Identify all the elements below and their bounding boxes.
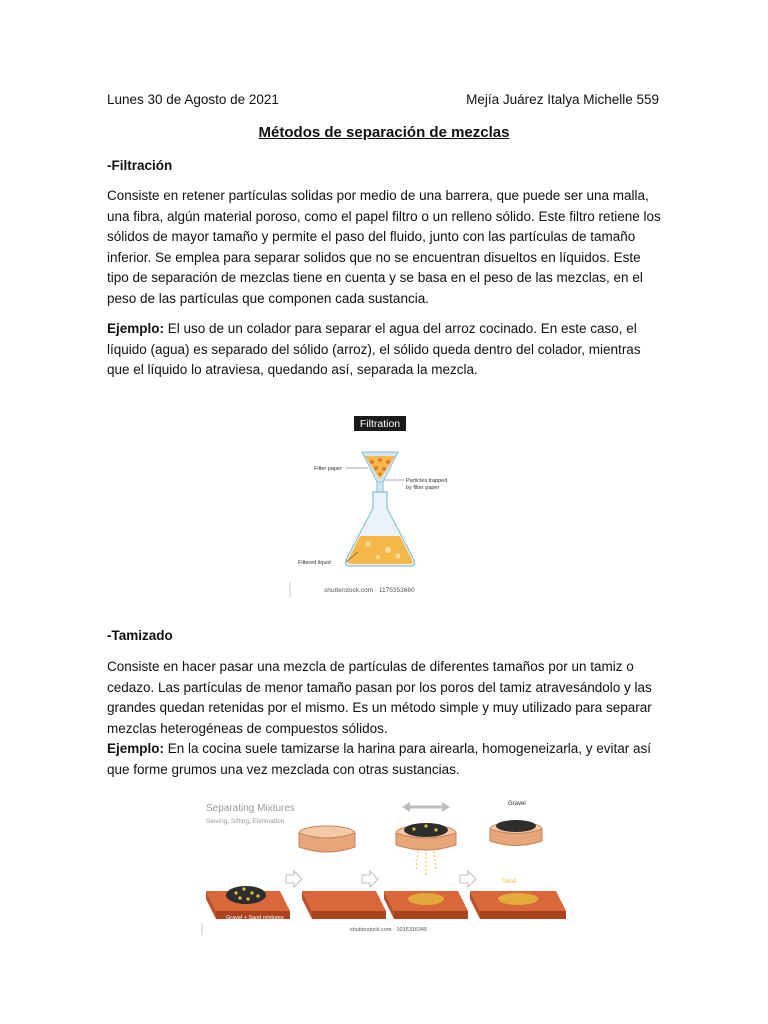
sand-pile-falling bbox=[408, 893, 444, 905]
sieving-credit: shutterstock.com · 1015316345 bbox=[350, 927, 428, 933]
sieving-subtitle: Sieving, Sifting, Elimination bbox=[206, 818, 285, 825]
filtracion-example-text: El uso de un colador para separar el agua del arroz cocinado. En este caso, el líquido (agua) es separado del sólido (arroz), el sólido queda dentro del colador, mientras que el líquido lo atraviesa, quedando así, separada la mezcla. bbox=[107, 321, 641, 378]
header-author: Mejía Juárez Italya Michelle 559 bbox=[466, 92, 659, 107]
label-filter-paper: Filter paper bbox=[314, 466, 342, 472]
label-particles-1: Particles trapped bbox=[406, 478, 448, 484]
empty-sieve bbox=[299, 826, 355, 852]
tamizado-example-label: Ejemplo: bbox=[107, 741, 165, 756]
label-particles-2: by filter paper bbox=[406, 485, 440, 491]
filtracion-body: Consiste en retener partículas solidas por medio de una barrera, que puede ser una malla, una fibra, algún material poroso, como el papel filtro o un relleno sólido. Este filtro retiene los sólidos de mayor tamaño y permite el paso del fluido, junto con las partículas de tamaño inferior. Se emplea para separar solidos que no se encuentran disueltos en líquidos. Este tipo de separación de mezclas tiene en cuenta y se basa en el peso de las mezclas, en el peso de las partículas que componen cada sustancia. bbox=[107, 188, 661, 306]
tamizado-example-text: En la cocina suele tamizarse la harina para airearla, homogeneizarla, y evitar así que forme grumos una vez mezclada con otras sustancias. bbox=[107, 741, 652, 777]
sieving-figure bbox=[198, 795, 570, 937]
header bbox=[107, 92, 659, 112]
filtration-title: Filtration bbox=[359, 418, 401, 430]
filtration-figure bbox=[288, 412, 478, 600]
gravel-sand-mixture bbox=[226, 886, 266, 904]
section-heading-tamizado: -Tamizado bbox=[107, 628, 173, 643]
sieving-title: Separating Mixtures bbox=[206, 803, 295, 814]
label-sand: Sand bbox=[502, 879, 517, 885]
filtracion-example-label: Ejemplo: bbox=[107, 321, 165, 336]
sand-pile bbox=[498, 893, 538, 905]
page-title: Métodos de separación de mezclas bbox=[258, 124, 510, 141]
label-filtered-liquid: Filtered liquid bbox=[298, 560, 331, 566]
board-2 bbox=[302, 891, 386, 919]
section-heading-filtracion: -Filtración bbox=[107, 158, 173, 173]
filtracion-example bbox=[107, 319, 663, 381]
tamizado-body: Consiste en hacer pasar una mezcla de partículas de diferentes tamaños por un tamiz o cedazo. Las partículas de menor tamaño pasan por los poros del tamiz atravesándolo y las grandes quedan retenidas por el mismo. Es un método simple y muy utilizado para separar mezclas heterogéneas de compuestos sólidos. bbox=[107, 659, 652, 736]
tamizado-example bbox=[107, 739, 663, 780]
label-mixture: Gravel + Sand mixtures bbox=[226, 915, 284, 921]
gravel-sieve bbox=[490, 820, 542, 846]
filtration-credit: shutterstock.com · 1175353660 bbox=[324, 587, 415, 594]
label-gravel: Gravel bbox=[508, 801, 526, 807]
header-date: Lunes 30 de Agosto de 2021 bbox=[107, 92, 279, 107]
